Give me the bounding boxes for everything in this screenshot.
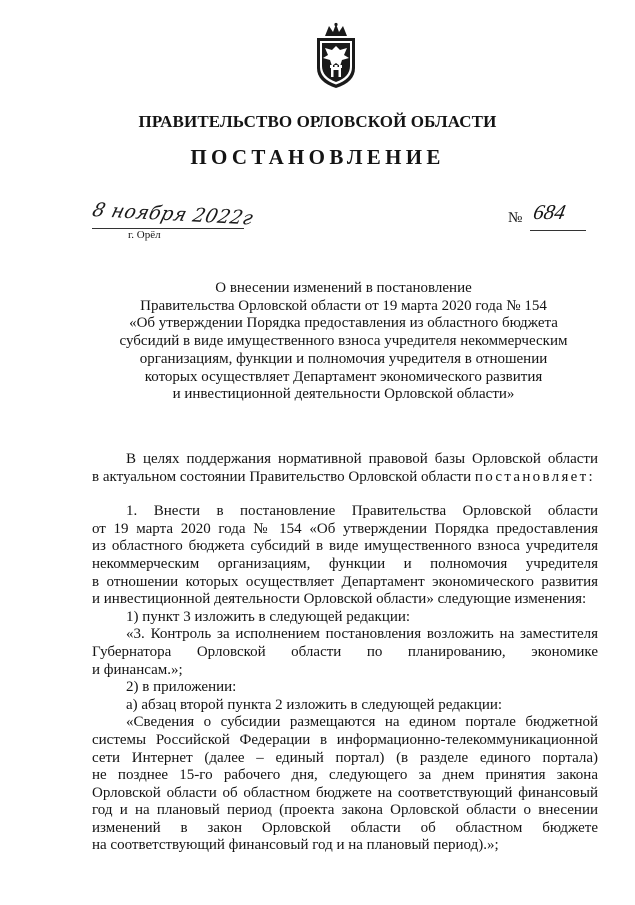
government-title: ПРАВИТЕЛЬСТВО ОРЛОВСКОЙ ОБЛАСТИ xyxy=(138,112,497,131)
quote1-line: и финансам.»; xyxy=(92,661,183,678)
quote1-line: Губернатора Орловской области по планированию, экономике xyxy=(92,643,598,660)
coat-of-arms-icon xyxy=(311,22,361,90)
preamble-colon: : xyxy=(588,468,593,485)
subitem-1: 1) пункт 3 изложить в следующей редакции: xyxy=(126,608,411,625)
item1-line: некоммерческим организациям, функции и полномочия учредителя xyxy=(92,555,598,572)
handwritten-date: 8 ноября 2022г xyxy=(90,199,256,230)
subject-line: субсидий в виде имущественного взноса учредителя некоммерческим xyxy=(119,333,568,350)
item1-line: от 19 марта 2020 года № 154 «Об утверждении Порядка предоставления xyxy=(92,520,598,537)
city-label: г. Орёл xyxy=(128,229,161,241)
subject-line: Правительства Орловской области от 19 марта 2020 года № 154 xyxy=(140,297,547,314)
number-label: № xyxy=(508,210,523,226)
quote2-line: сети Интернет (далее – единый портал) (в разделе единого портала) xyxy=(92,749,598,766)
handwritten-number: 684 xyxy=(531,200,568,224)
quote2-line: на соответствующий финансовый год и на плановый период).»; xyxy=(92,837,499,854)
preamble-line xyxy=(92,469,598,487)
subject-line: О внесении изменений в постановление xyxy=(215,280,472,296)
item1-line: в отношении которых осуществляет Департамент экономического развития xyxy=(92,573,598,590)
subitem-2a: а) абзац второй пункта 2 изложить в следующей редакции: xyxy=(126,696,503,713)
quote2-line: изменений в закон Орловской области об областном бюджете xyxy=(92,819,598,836)
preamble-decision-word: постановляет xyxy=(474,468,589,485)
item1-line: и инвестиционной деятельности Орловской области» следующие изменения: xyxy=(92,591,587,608)
quote2-line: Орловской области об областном бюджете на соответствующий финансовый xyxy=(92,784,598,801)
quote2-line: системы Российской Федерации в информационно-телекоммуникационной xyxy=(92,731,598,748)
subject-line: которых осуществляет Департамент экономического развития xyxy=(144,368,543,385)
preamble-line: В целях поддержания нормативной правовой базы Орловской области xyxy=(126,451,598,467)
item1-line: 1. Внести в постановление Правительства Орловской области xyxy=(126,503,598,520)
document-body xyxy=(92,451,598,855)
quote1-line: «3. Контроль за исполнением постановления возложить на заместителя xyxy=(126,626,598,643)
item1-line: из областного бюджета субсидий в виде имущественного взноса учредителя xyxy=(92,538,598,555)
subject-line: и инвестиционной деятельности Орловской области» xyxy=(172,386,515,403)
subject-line: «Об утверждении Порядка предоставления из областного бюджета xyxy=(129,315,558,332)
document-type: ПОСТАНОВЛЕНИЕ xyxy=(190,145,445,169)
quote2-line: год и на плановый период (проекта закона Орловской области о внесении xyxy=(92,802,598,819)
preamble-text: в актуальном состоянии Правительство Орловской области xyxy=(92,468,475,485)
quote2-line: не позднее 15-го рабочего дня, следующего за днем принятия закона xyxy=(92,767,598,784)
document-subject xyxy=(92,280,595,404)
quote2-line: «Сведения о субсидии размещаются на едином портале бюджетной xyxy=(126,714,598,731)
subject-line: организациям, функции и полномочия учредителя в отношении xyxy=(139,350,548,367)
subitem-2: 2) в приложении: xyxy=(126,679,237,696)
